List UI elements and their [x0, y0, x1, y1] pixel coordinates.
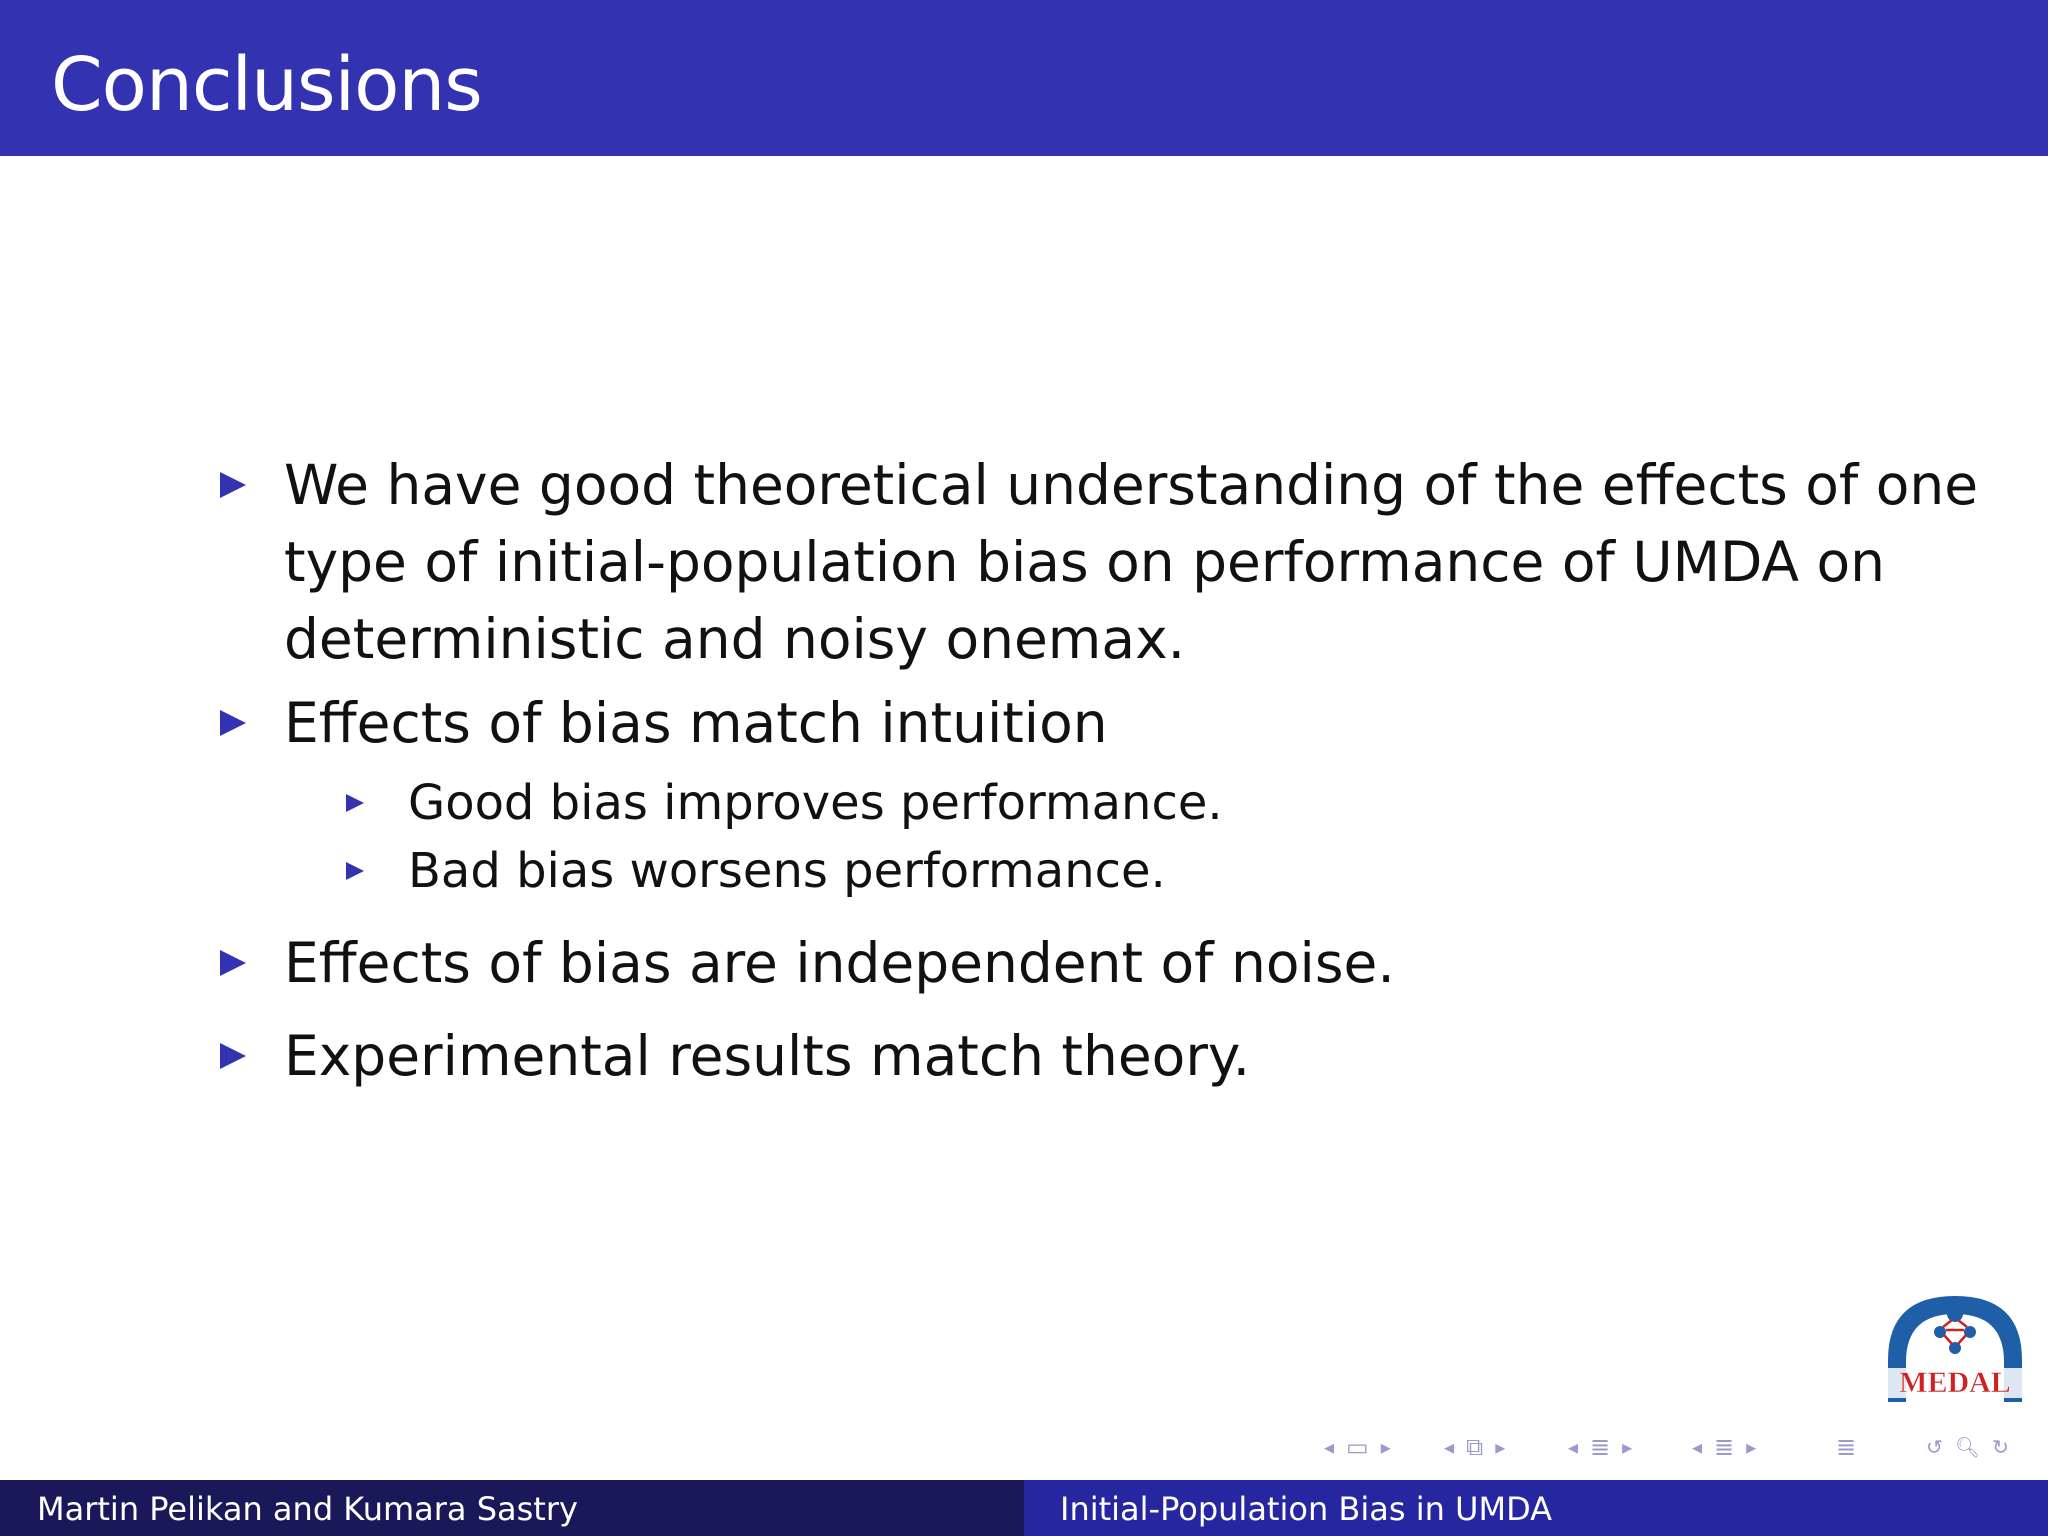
section-nav-icon[interactable]: ◂ ≣ ▸ — [1568, 1433, 1633, 1461]
navigation-bar — [1300, 1432, 2040, 1462]
bullet-line: Effects of bias are independent of noise. — [284, 931, 1395, 995]
medal-logo-text: MEDAL — [1899, 1366, 2011, 1399]
footer-left — [0, 1480, 1024, 1536]
bullet-marker — [220, 1043, 246, 1069]
bullet-line: We have good theoretical understanding of the effects of one — [284, 453, 1979, 517]
bullet-line: deterministic and noisy onemax. — [284, 607, 1186, 671]
sub-bullet-marker — [346, 862, 364, 880]
sub-bullet-line: Good bias improves performance. — [408, 775, 1223, 831]
bullet-marker — [220, 472, 246, 498]
toc-icon[interactable]: ≣ — [1836, 1433, 1857, 1461]
bullet-marker — [220, 710, 246, 736]
slide-title: Conclusions — [51, 42, 482, 128]
bullet-line: Experimental results match theory. — [284, 1024, 1251, 1088]
presentation-nav-icon[interactable]: ◂ ≣ ▸ — [1692, 1433, 1757, 1461]
sub-bullet-marker — [346, 794, 364, 812]
footer-talk-title: Initial-Population Bias in UMDA — [1060, 1490, 1553, 1528]
back-forward-search-icon[interactable]: ↺ 🔍︎ ↻ — [1926, 1435, 2009, 1459]
subsection-nav-icon[interactable]: ◂ ⧉ ▸ — [1444, 1433, 1506, 1461]
bullet-line: Effects of bias match intuition — [284, 691, 1108, 755]
footer-authors: Martin Pelikan and Kumara Sastry — [37, 1490, 578, 1528]
bullet-marker — [220, 950, 246, 976]
sub-bullet-line: Bad bias worsens performance. — [408, 843, 1166, 899]
frame-nav-icon[interactable]: ◂ ▭ ▸ — [1324, 1433, 1391, 1461]
footer-right — [1024, 1480, 2048, 1536]
medal-logo — [1880, 1290, 2030, 1410]
bullet-line: type of initial-population bias on performance of UMDA on — [284, 530, 1886, 594]
footer — [0, 1480, 2048, 1536]
medal-logo-graphic — [1880, 1290, 2030, 1410]
